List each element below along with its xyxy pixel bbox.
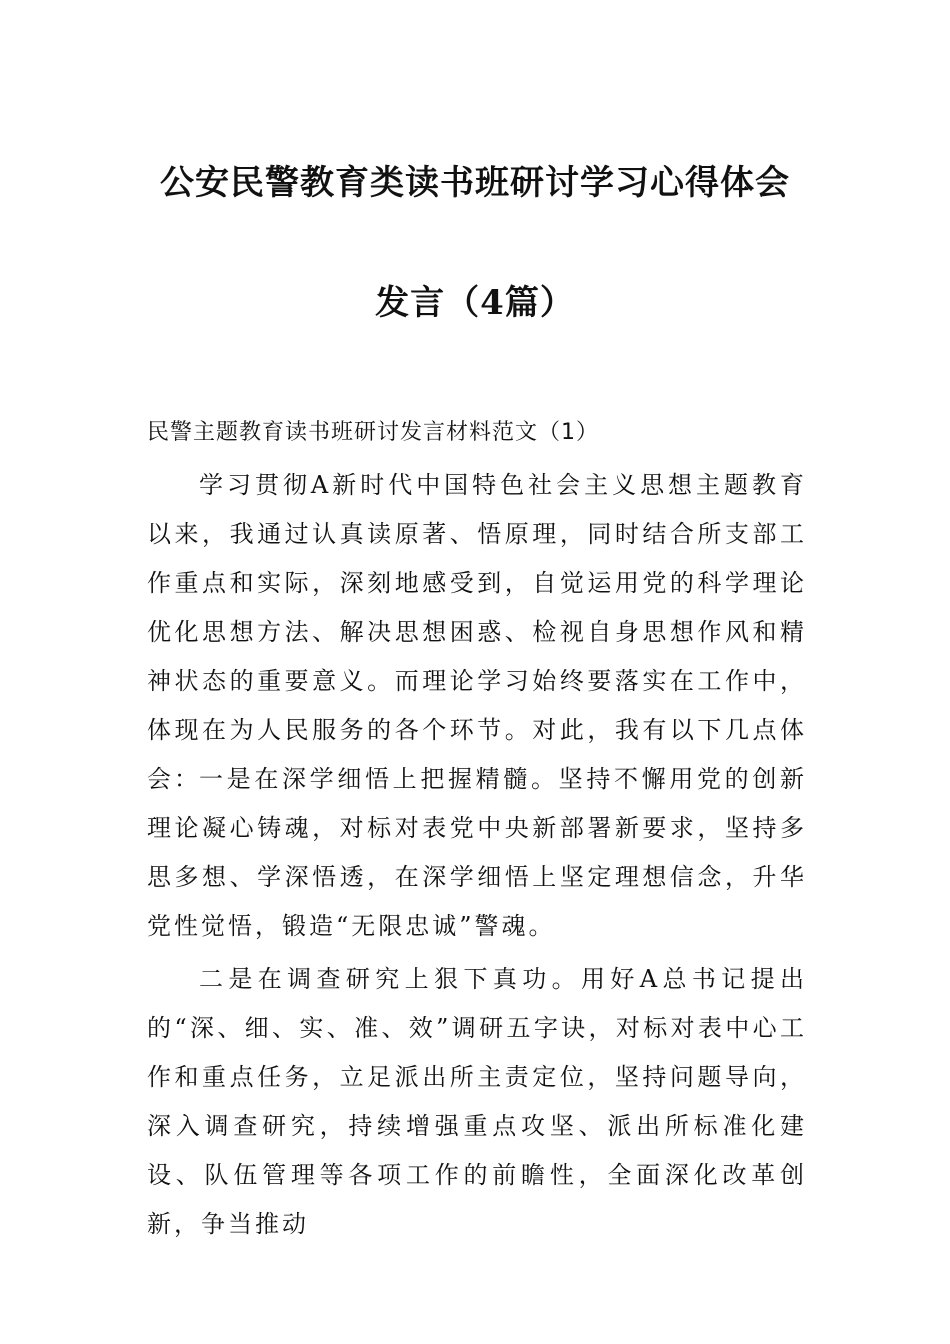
paragraph-3: 二是在调查研究上狠下真功。用好A总书记提出的“深、细、实、准、效”调研五字诀，对标对表中心工作和重点任务，立足派出所主责定位，坚持问题导向，深入调查研究，持续增强重点攻坚、派出所标准化建设、队伍管理等各项工作的前瞻性，全面深化改革创新，争当推动 bbox=[147, 965, 807, 1238]
paragraph-1: 学习贯彻A新时代中国特色社会主义思想主题教育以来，我通过认真读原著、悟原理，同时结合所支部工作重点和实际，深刻地感受到，自觉运用党的科学理论优化思想方法、解决思想困惑、检视自身思想作风和精神状态的重要意义。而理论学习始终要落实在工作中，体现在为人民服务的各个环节。对此，我有以下几点体会： bbox=[147, 471, 807, 793]
paragraph-2: 一是在深学细悟上把握精髓。坚持不懈用党的创新理论凝心铸魂，对标对表党中央新部署新要求，坚持多思多想、学深悟透，在深学细悟上坚定理想信念，升华党性觉悟，锻造“无限忠诚”警魂。 bbox=[147, 765, 807, 940]
document-title-line-2: 发言（4篇） bbox=[375, 283, 575, 323]
section-heading: 民警主题教育读书班研讨发言材料范文（1） bbox=[147, 420, 599, 445]
document-title-line-1: 公安民警教育类读书班研讨学习心得体会 bbox=[160, 163, 790, 203]
